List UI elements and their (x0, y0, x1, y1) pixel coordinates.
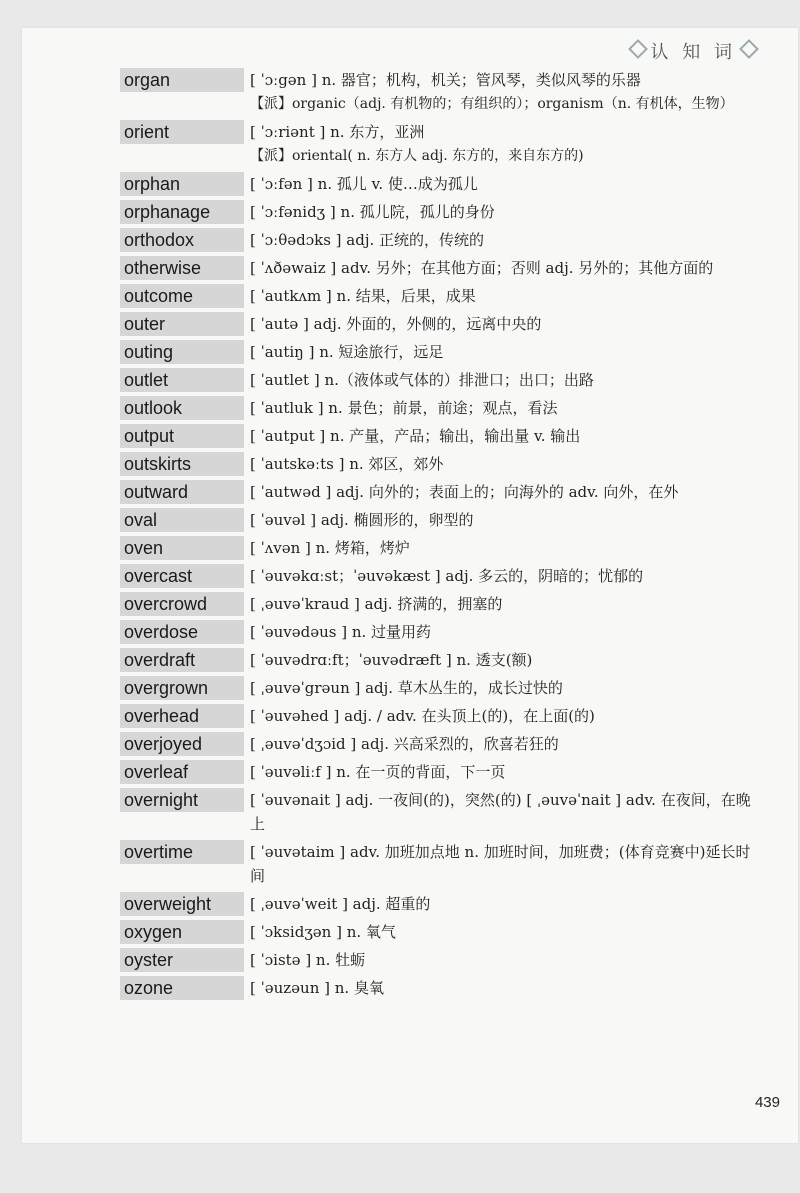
definition (250, 340, 760, 364)
headword: outskirts (120, 452, 244, 476)
headword: oxygen (120, 920, 244, 944)
definition-text: [ ˈəuvətaim ] adv. 加班加点地 n. 加班时间，加班费；(体育竞赛中)延长时间 (250, 843, 751, 885)
list-item (120, 368, 760, 392)
list-item (120, 508, 760, 532)
list-item (120, 200, 760, 224)
list-item (120, 312, 760, 336)
definition (250, 200, 760, 224)
list-item (120, 396, 760, 420)
list-item (120, 948, 760, 972)
list-item (120, 676, 760, 700)
definition-text: [ ˌəuvəˈdʒɔid ] adj. 兴高采烈的，欣喜若狂的 (250, 735, 559, 753)
diamond-icon (628, 39, 648, 59)
definition (250, 760, 760, 784)
list-item (120, 592, 760, 616)
list-item (120, 840, 760, 888)
headword: oval (120, 508, 244, 532)
list-item (120, 976, 760, 1000)
headword: overcast (120, 564, 244, 588)
definition-text: [ ˈəuzəun ] n. 臭氧 (250, 979, 384, 997)
definition (250, 648, 760, 672)
page-number: 439 (754, 1094, 780, 1111)
headword: oven (120, 536, 244, 560)
headword: outer (120, 312, 244, 336)
headword: overnight (120, 788, 244, 812)
list-item (120, 284, 760, 308)
list-item (120, 704, 760, 728)
definition-text: [ ˈʌvən ] n. 烤箱，烤炉 (250, 539, 410, 557)
list-item (120, 480, 760, 504)
dictionary-page (22, 28, 798, 1143)
definition-text: [ ˌəuvəˈweit ] adj. 超重的 (250, 895, 431, 913)
definition-text: [ ˈəuvəkɑːst；ˈəuvəkæst ] adj. 多云的，阴暗的；忧郁的 (250, 567, 644, 585)
definition-text: [ ˈɔːgən ] n. 器官；机构，机关；管风琴，类似风琴的乐器 (250, 71, 641, 89)
list-item (120, 536, 760, 560)
definition-text: [ ˈautwəd ] adj. 向外的；表面上的；向海外的 adv. 向外，在外 (250, 483, 679, 501)
headword: outward (120, 480, 244, 504)
list-item (120, 172, 760, 196)
definition (250, 172, 760, 196)
definition-text: [ ˌəuvəˈgrəun ] adj. 草木丛生的，成长过快的 (250, 679, 563, 697)
definition-text: [ ˈautskəːts ] n. 郊区，郊外 (250, 455, 444, 473)
definition-text: [ ˈɔːfən ] n. 孤儿 v. 使…成为孤儿 (250, 175, 478, 193)
list-item (120, 424, 760, 448)
definition (250, 788, 760, 836)
definition (250, 284, 760, 308)
definition (250, 948, 760, 972)
definition-text: [ ˈəuvəliːf ] n. 在一页的背面，下一页 (250, 763, 506, 781)
definition-text: [ ˈautə ] adj. 外面的，外侧的，远离中央的 (250, 315, 542, 333)
definition (250, 312, 760, 336)
list-item (120, 256, 760, 280)
definition (250, 536, 760, 560)
definition (250, 508, 760, 532)
list-item (120, 620, 760, 644)
definition (250, 120, 760, 168)
definition (250, 424, 760, 448)
headword: outing (120, 340, 244, 364)
headword: overcrowd (120, 592, 244, 616)
list-item (120, 788, 760, 836)
headword: overdraft (120, 648, 244, 672)
derivative-text: 【派】oriental( n. 东方人 adj. 东方的，来自东方的) (250, 148, 584, 164)
definition (250, 228, 760, 252)
definition (250, 480, 760, 504)
headword: outlook (120, 396, 244, 420)
headword: orphan (120, 172, 244, 196)
derivative-text: 【派】organic（adj. 有机物的；有组织的）；organism（n. 有机体，生物） (250, 96, 734, 112)
list-item (120, 920, 760, 944)
definition (250, 68, 760, 116)
diamond-icon (739, 39, 759, 59)
list-item (120, 340, 760, 364)
definition-text: [ ˈautkʌm ] n. 结果，后果，成果 (250, 287, 476, 305)
definition-text: [ ˈautiŋ ] n. 短途旅行，远足 (250, 343, 444, 361)
headword: otherwise (120, 256, 244, 280)
definition (250, 396, 760, 420)
definition (250, 920, 760, 944)
definition (250, 840, 760, 888)
list-item (120, 648, 760, 672)
definition-text: [ ˈəuvədəus ] n. 过量用药 (250, 623, 432, 641)
definition-text: [ ˈəuvəhed ] adj. / adv. 在头顶上(的)，在上面(的) (250, 707, 595, 725)
entry-list (120, 68, 760, 1004)
headword: overhead (120, 704, 244, 728)
definition (250, 892, 760, 916)
definition-text: [ ˈautluk ] n. 景色；前景，前途；观点，看法 (250, 399, 558, 417)
headword: overdose (120, 620, 244, 644)
definition-text: [ ˈəuvədrɑːft；ˈəuvədræft ] n. 透支(额) (250, 651, 533, 669)
list-item (120, 452, 760, 476)
definition-text: [ ˈɔːfənidʒ ] n. 孤儿院，孤儿的身份 (250, 203, 495, 221)
headword: orphanage (120, 200, 244, 224)
headword: orient (120, 120, 244, 144)
definition (250, 256, 760, 280)
definition (250, 620, 760, 644)
definition-text: [ ˈɔistə ] n. 牡蛎 (250, 951, 366, 969)
list-item (120, 892, 760, 916)
definition-text: [ ˈɔːriənt ] n. 东方，亚洲 (250, 123, 425, 141)
definition-text: [ ˈautlet ] n.（液体或气体的）排泄口；出口；出路 (250, 371, 594, 389)
definition-text: [ ˈautput ] n. 产量，产品；输出，输出量 v. 输出 (250, 427, 581, 445)
list-item (120, 120, 760, 168)
definition (250, 704, 760, 728)
list-item (120, 564, 760, 588)
list-item (120, 760, 760, 784)
headword: outcome (120, 284, 244, 308)
headword: output (120, 424, 244, 448)
definition-text: [ ˈɔːθədɔks ] adj. 正统的，传统的 (250, 231, 485, 249)
definition (250, 564, 760, 588)
headword: overtime (120, 840, 244, 864)
list-item (120, 732, 760, 756)
headword: overleaf (120, 760, 244, 784)
definition (250, 732, 760, 756)
definition-text: [ ˈəuvənait ] adj. 一夜间(的)，突然(的) [ ˌəuvəˈnait ] adv. 在夜间，在晚上 (250, 791, 751, 833)
definition-text: [ ˈəuvəl ] adj. 椭圆形的，卵型的 (250, 511, 474, 529)
headword: overgrown (120, 676, 244, 700)
definition-text: [ ˈɔksidʒən ] n. 氧气 (250, 923, 396, 941)
definition-text: [ ˈʌðəwaiz ] adv. 另外；在其他方面；否则 adj. 另外的；其他方面的 (250, 259, 714, 277)
section-title: 认 知 词 (650, 42, 736, 63)
definition (250, 452, 760, 476)
definition-text: [ ˌəuvəˈkraud ] adj. 挤满的，拥塞的 (250, 595, 503, 613)
headword: organ (120, 68, 244, 92)
headword: oyster (120, 948, 244, 972)
headword: outlet (120, 368, 244, 392)
list-item (120, 228, 760, 252)
list-item (120, 68, 760, 116)
definition (250, 592, 760, 616)
headword: overweight (120, 892, 244, 916)
headword: orthodox (120, 228, 244, 252)
definition (250, 976, 760, 1000)
headword: overjoyed (120, 732, 244, 756)
definition (250, 368, 760, 392)
definition (250, 676, 760, 700)
section-header (625, 38, 762, 64)
headword: ozone (120, 976, 244, 1000)
